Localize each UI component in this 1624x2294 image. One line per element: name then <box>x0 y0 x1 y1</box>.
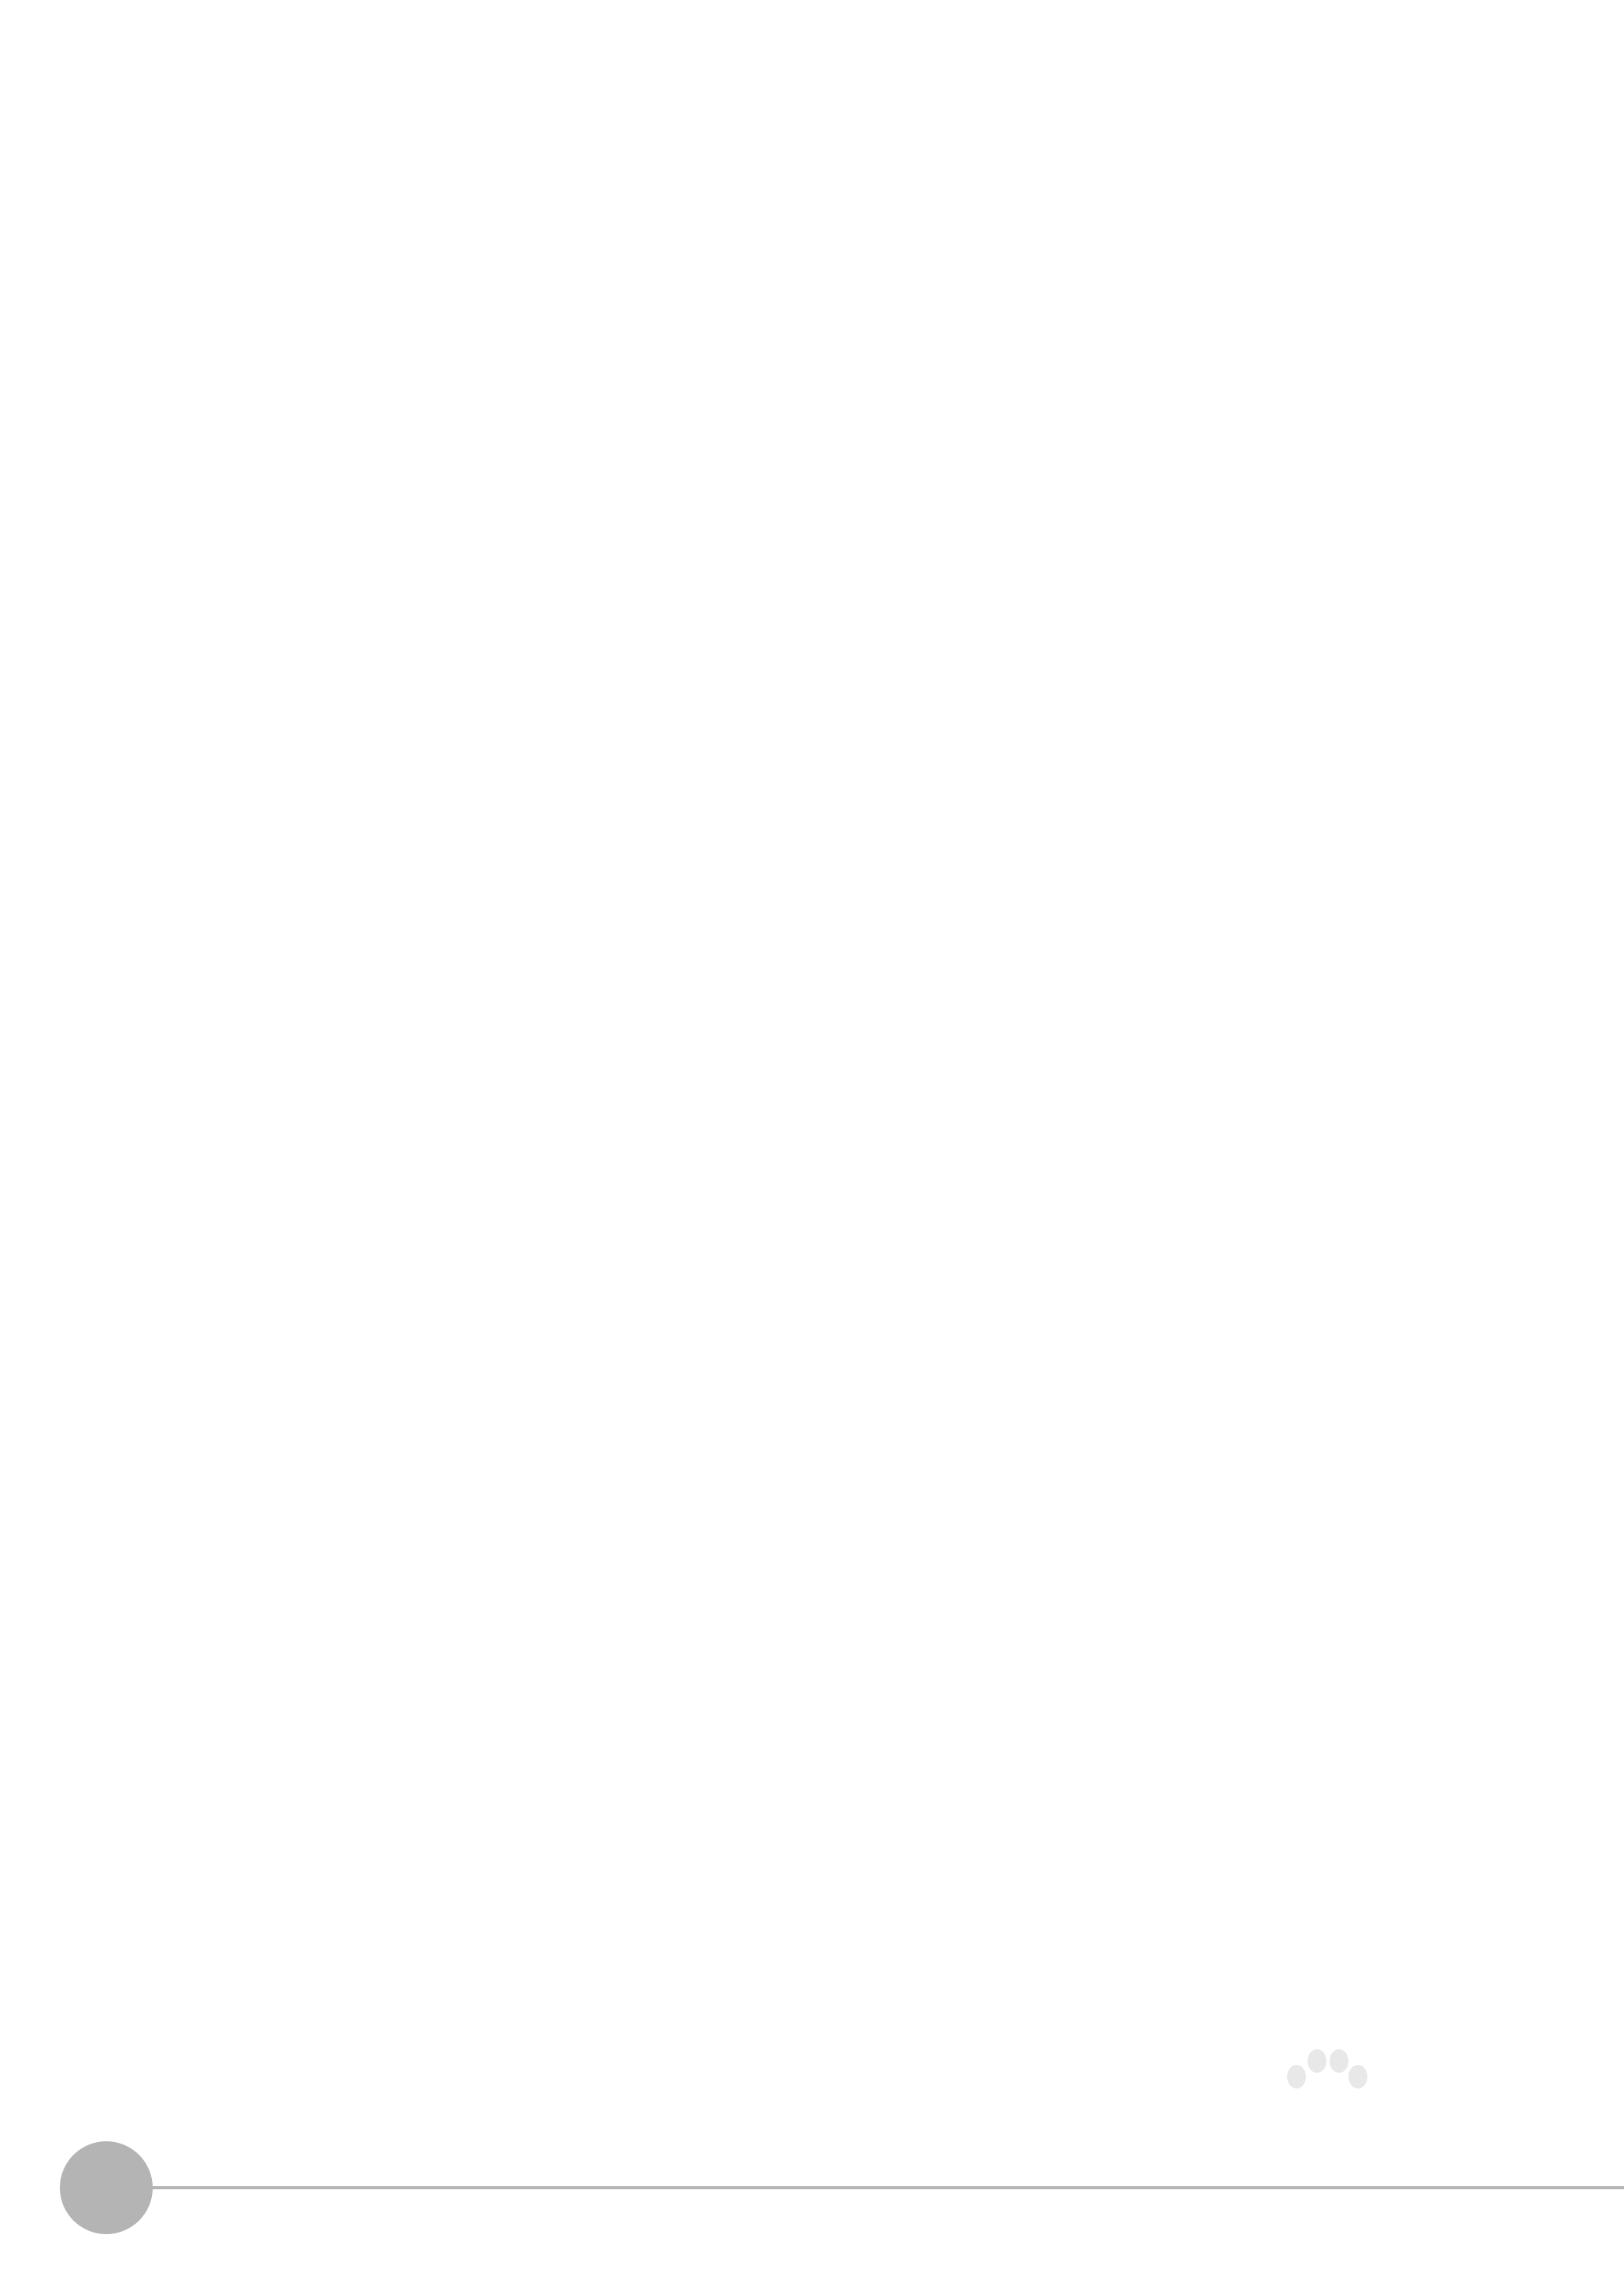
page-number-badge <box>60 2141 153 2234</box>
baidu-watermark <box>1149 2047 1527 2212</box>
paw-icon <box>1279 2047 1374 2110</box>
